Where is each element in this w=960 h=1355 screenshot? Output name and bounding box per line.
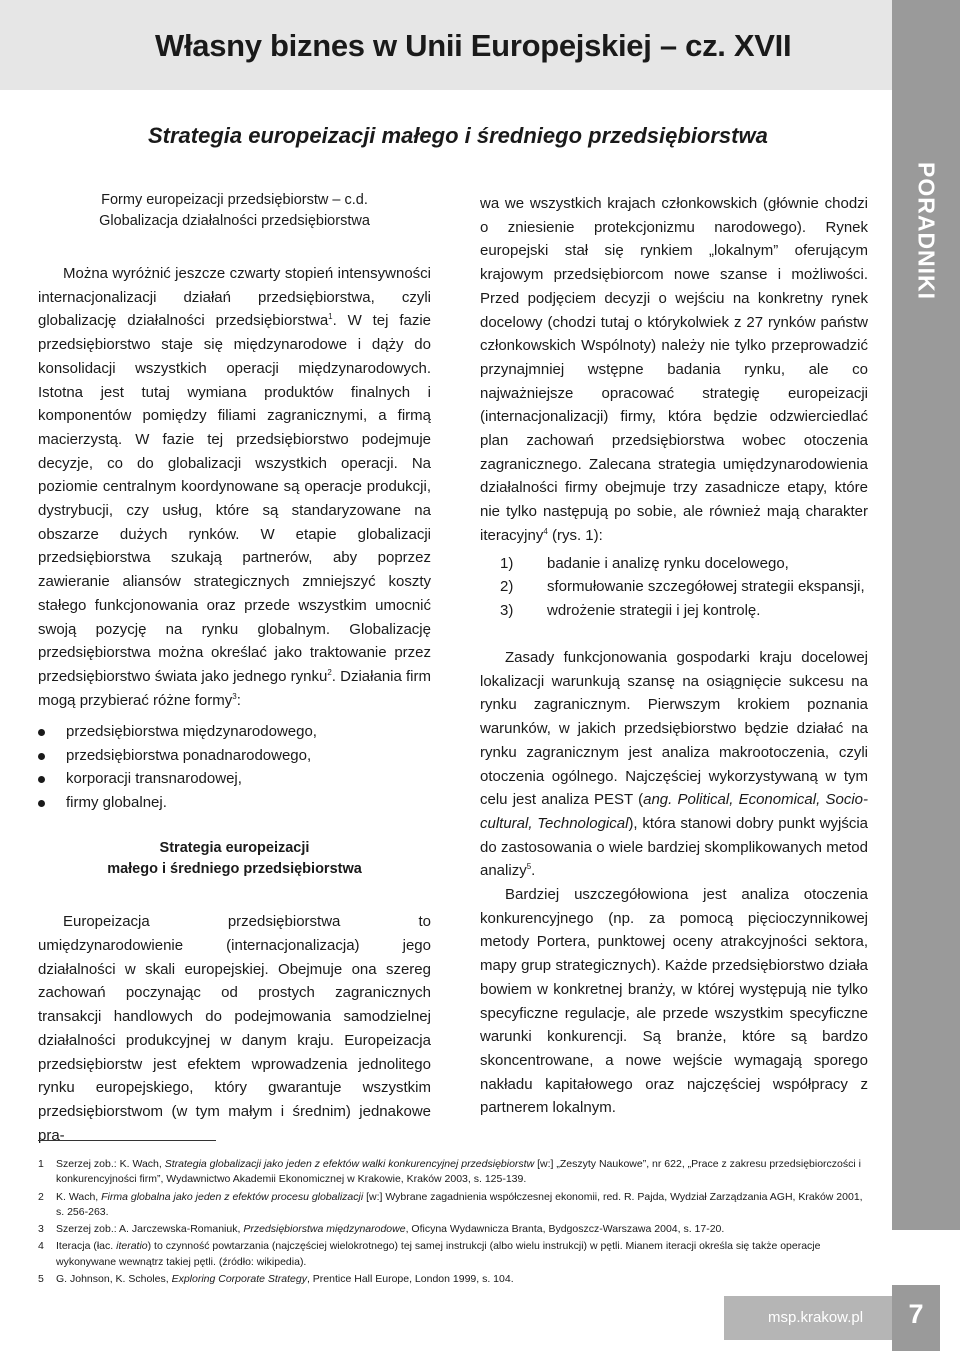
section-heading-line: małego i średniego przedsiębiorstwa bbox=[107, 861, 362, 878]
bullet-list bbox=[38, 720, 431, 814]
text-run-italic: Firma globalna jako jeden z efektów procesu globalizacji bbox=[101, 1190, 364, 1203]
footnote bbox=[38, 1222, 868, 1237]
text-run: . bbox=[531, 862, 536, 880]
step-text: badanie i analizę rynku docelowego, bbox=[547, 554, 789, 572]
section-heading-strategy bbox=[38, 838, 431, 880]
list-item-text: przedsiębiorstwa ponadnarodowego, bbox=[66, 746, 312, 764]
side-tab-text: PORADNIKI bbox=[913, 161, 940, 301]
text-run: K. Wach, bbox=[56, 1190, 102, 1203]
text-run: ), która stanowi dobry punkt wyjścia do zastosowania o wiele bardziej skomplikowanych metod analizy bbox=[480, 814, 868, 880]
text-run: : bbox=[236, 691, 241, 709]
footnote-ref: 2 bbox=[327, 667, 332, 677]
footnote-number: 3 bbox=[38, 1223, 44, 1236]
text-run-italic: iteratio bbox=[116, 1240, 148, 1253]
bullet-icon bbox=[38, 800, 45, 807]
step-text: sformułowanie szczegółowej strategii ekspansji, bbox=[547, 578, 865, 596]
footnote-ref: 5 bbox=[526, 862, 532, 872]
right-column bbox=[480, 192, 868, 1120]
text-run-italic: Strategia globalizacji jako jeden z efektów walki konkurencyjnej przedsiębiorstw bbox=[164, 1158, 535, 1170]
footnote bbox=[38, 1272, 868, 1287]
steps-list bbox=[480, 552, 868, 623]
page-number: 7 bbox=[908, 1299, 924, 1329]
footnote-number: 2 bbox=[38, 1190, 44, 1203]
section-heading-line: Globalizacja działalności przedsiębiorstwa bbox=[99, 213, 370, 229]
footnote-ref: 3 bbox=[232, 691, 237, 701]
text-run: Można wyróżnić jeszcze czwarty stopień intensywności internacjonalizacji działań przedsiębiorstwa, czyli globalizację działalności przedsiębiorstwa bbox=[38, 265, 431, 330]
footnote bbox=[38, 1190, 868, 1221]
list-item bbox=[38, 767, 431, 791]
step-number: 3) bbox=[500, 601, 514, 619]
list-item bbox=[480, 575, 868, 599]
footnote-number: 4 bbox=[38, 1240, 44, 1253]
article-subtitle: Strategia europeizacji małego i średniego przedsiębiorstwa bbox=[148, 123, 768, 148]
text-run: . W tej fazie przedsiębiorstwo staje się międzynarodowe i dąży do konsolidacji wszystkich operacji międzynarodowych. Istotna jest tutaj wymiana produktów finalnych i komponentów pomiędzy filiami zagranicznymi, a firmą macierzystą. W fazie tej przedsiębiorstwo podejmuje decyzje, co do globalizacji wszystkich operacji. Na poziomie centralnym koordynowane są operacje produkcji, dystrybucji, czy usług, które są standaryzowane na obszarze dużych rynków. W etapie globalizacji przedsiębiorstwa szukają partnerów, aby poprzez zawieranie aliansów strategicznych zmniejszyć koszty stałego funkcjonowania oraz przede wszystkim umocnić swoją pozycję na rynku globalnym. Globalizację przedsiębiorstwa można określać jako traktowanie przez przedsiębiorstwo świata jako jednego rynku bbox=[38, 312, 432, 685]
text-run: ) to czynność powtarzania (najczęściej wielokrotnego) tej samej instrukcji (albo wielu instrukcji) w pętli. Mianem iteracji określa się także operacje wykonywane wewnątrz takiej pętli. (źródło: wikipedia). bbox=[56, 1240, 821, 1268]
section-heading-forms bbox=[38, 190, 431, 232]
step-number: 1) bbox=[500, 554, 514, 572]
paragraph: Europeizacja przedsiębiorstwa to umiędzynarodowienie (internacjonalizacja) jego działalności w skali europejskiej. Obejmuje ona szereg zachowań poczynając od prostych zagranicznych transakcji handlowych do podejmowania samodzielnej działalności produkcyjnej w danym kraju. Europeizacja przedsiębiorstw jest efektem wprowadzenia jednolitego rynku europejskiego, który gwarantuje wszystkim przedsiębiorstwom (w tym małym i średnim) jednakowe pra- bbox=[38, 913, 431, 1144]
footnote-number: 5 bbox=[38, 1273, 44, 1286]
text-run: [w:] Wybrane zagadnienia współczesnej ekonomii, red. R. Pajda, Wydział Zarządzania AGH, Kraków 2001, s. 256-263. bbox=[56, 1190, 863, 1218]
footnote-number: 1 bbox=[38, 1158, 44, 1170]
side-tab-label bbox=[897, 161, 955, 301]
left-column bbox=[38, 190, 431, 1147]
text-run: . Działania firm mogą przybierać różne formy bbox=[38, 667, 431, 709]
section-heading-line: Formy europeizacji przedsiębiorstw – c.d. bbox=[101, 192, 368, 208]
step-number: 2) bbox=[500, 578, 514, 596]
text-run-italic: Exploring Corporate Strategy bbox=[171, 1273, 307, 1286]
list-item bbox=[38, 744, 431, 768]
text-run: wa we wszystkich krajach członkowskich (głównie chodzi o zniesienie protekcjonizmu narodowego). Rynek europejski stał się rynkiem „lokalnym” oferującym krajowym przedsiębiorcom nowe szanse i możliwości. Przed podjęciem decyzji o wejściu na konkretny rynek docelowy (chodzi tutaj o którykolwiek z 27 rynków państw członkowskich Wspólnoty) należy nie tylko przeprowadzić przynajmniej wstępne badania rynku, ale co najważniejsze opracować strategię europeizacji (internacjonalizacji) firmy, która będzie odzwierciedlać plan zachowań przedsiębiorstwa wobec otoczenia zagranicznego. Zalecana strategia umiędzynarodowienia działalności firmy obejmuje trzy zasadnicze etapy, które nie tylko następują po sobie, ale również mają charakter iteracyjny bbox=[480, 195, 868, 544]
text-run: Iteracja (łac. bbox=[56, 1240, 117, 1253]
list-item bbox=[38, 791, 431, 815]
footnote bbox=[38, 1157, 868, 1188]
list-item-text: przedsiębiorstwa międzynarodowego, bbox=[66, 723, 317, 741]
text-run: , Prentice Hall Europe, London 1999, s. 104. bbox=[306, 1273, 514, 1286]
footer-url: msp.krakow.pl bbox=[768, 1309, 864, 1326]
step-text: wdrożenie strategii i jej kontrolę. bbox=[547, 601, 761, 619]
text-run: , Oficyna Wydawnicza Branta, Bydgoszcz-Warszawa 2004, s. 17-20. bbox=[405, 1223, 725, 1236]
bullet-icon bbox=[38, 776, 45, 783]
text-run: Zasady funkcjonowania gospodarki kraju docelowej lokalizacji warunkują szansę na osiągnięcie sukcesu na rynku zagranicznym. Pierwszym krokiem poznania warunków, w jakich przedsiębiorstwo będzie działać na rynku zagranicznym jest analiza makrootoczenia, czyli otoczenia ogólnego. Najczęściej wykorzystywaną w tym celu jest analiza PEST ( bbox=[480, 649, 868, 809]
bullet-icon bbox=[38, 753, 45, 760]
footnote-ref: 4 bbox=[543, 526, 548, 536]
footnote-ref: 1 bbox=[328, 312, 333, 322]
paragraph: Bardziej uszczegółowiona jest analiza otoczenia konkurencyjnego (np. za pomocą pięcioczynnikowej metody Portera, punktowej oceny atrakcyjności sektora, mapy grup strategicznych). Każde przedsiębiorstwo działa bowiem w konkretnej branży, w której występują nie tylko specyficzne regulacje, ale przede wszystkim specyficzne warunki konkurencji. Są branże, które są bardzo skoncentrowane, a nowe wejście wymagają sporego nakładu kapitałowego oraz najczęściej współpracy z partnerem lokalnym. bbox=[480, 886, 868, 1117]
list-item bbox=[480, 552, 868, 576]
text-run: Szerzej zob.: A. Jarczewska-Romaniuk, bbox=[56, 1223, 244, 1236]
footnote-text bbox=[56, 1222, 868, 1237]
list-item-text: firmy globalnej. bbox=[66, 793, 167, 811]
paragraph bbox=[480, 192, 868, 548]
footnote bbox=[38, 1239, 868, 1270]
footnote-text bbox=[56, 1157, 868, 1188]
list-item-text: korporacji transnarodowej, bbox=[66, 770, 242, 788]
paragraph bbox=[38, 262, 431, 712]
page-title: Własny biznes w Unii Europejskiej – cz. XVII bbox=[155, 28, 792, 63]
text-run-italic: Przedsiębiorstwa międzynarodowe bbox=[243, 1223, 406, 1236]
text-run: (rys. 1): bbox=[547, 526, 603, 544]
paragraph bbox=[480, 646, 868, 883]
footnote-text bbox=[56, 1239, 868, 1270]
footnote-text bbox=[56, 1190, 868, 1221]
text-run: G. Johnson, K. Scholes, bbox=[56, 1273, 172, 1286]
section-heading-line: Strategia europeizacji bbox=[159, 840, 310, 857]
text-run-italic: ang. Political, Economical, Socio-cultural, Technological bbox=[480, 791, 868, 832]
text-run: [w:] „Zeszyty Naukowe”, nr 622, „Prace z zakresu przedsiębiorczości i konkurencyjności firm”, Wydawnictwo Akademii Ekonomicznej w Krakowie, Kraków 2003, s. 125-139. bbox=[56, 1158, 861, 1186]
footnotes bbox=[38, 1157, 868, 1289]
footnote-divider bbox=[38, 1140, 216, 1141]
list-item bbox=[480, 599, 868, 623]
bullet-icon bbox=[38, 729, 45, 736]
list-item bbox=[38, 720, 431, 744]
text-run: Szerzej zob.: K. Wach, bbox=[56, 1158, 165, 1170]
footnote-text bbox=[56, 1272, 868, 1287]
